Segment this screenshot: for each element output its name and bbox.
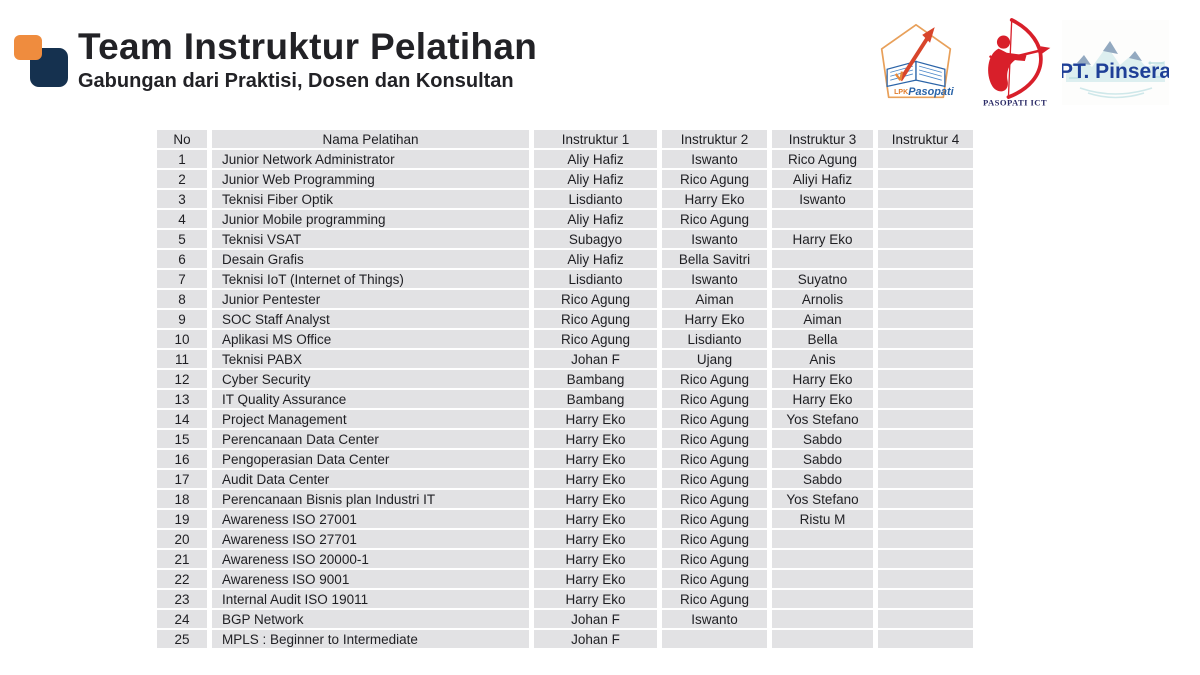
cell-nama: Project Management: [212, 410, 529, 428]
cell-instruktur1: Harry Eko: [534, 510, 657, 528]
archer-icon: [973, 15, 1057, 107]
table-row: [157, 310, 973, 328]
cell-no: 15: [157, 430, 207, 448]
cell-nama: Awareness ISO 20000-1: [212, 550, 529, 568]
cell-nama: Desain Grafis: [212, 250, 529, 268]
cell-nama: Aplikasi MS Office: [212, 330, 529, 348]
cell-instruktur4: [878, 170, 973, 188]
cell-instruktur3: Aliyi Hafiz: [772, 170, 873, 188]
cell-instruktur4: [878, 530, 973, 548]
orange-square-icon: [14, 35, 42, 60]
cell-instruktur1: Subagyo: [534, 230, 657, 248]
cell-nama: Junior Web Programming: [212, 170, 529, 188]
cell-instruktur4: [878, 150, 973, 168]
cell-instruktur3: [772, 590, 873, 608]
table-row: [157, 330, 973, 348]
cell-instruktur1: Bambang: [534, 370, 657, 388]
cell-instruktur4: [878, 290, 973, 308]
cell-instruktur3: Ristu M: [772, 510, 873, 528]
table-row: [157, 370, 973, 388]
cell-no: 10: [157, 330, 207, 348]
cell-instruktur1: Rico Agung: [534, 330, 657, 348]
cell-nama: Perencanaan Bisnis plan Industri IT: [212, 490, 529, 508]
cell-no: 5: [157, 230, 207, 248]
col-header-nama: Nama Pelatihan: [212, 130, 529, 148]
cell-instruktur2: Rico Agung: [662, 490, 767, 508]
table-row: [157, 230, 973, 248]
cell-instruktur4: [878, 230, 973, 248]
col-header-instruktur2: Instruktur 2: [662, 130, 767, 148]
cell-nama: Audit Data Center: [212, 470, 529, 488]
cell-instruktur2: Ujang: [662, 350, 767, 368]
instructor-table: [152, 128, 978, 650]
cell-nama: MPLS : Beginner to Intermediate: [212, 630, 529, 648]
cell-no: 2: [157, 170, 207, 188]
cell-nama: Pengoperasian Data Center: [212, 450, 529, 468]
cell-instruktur2: Iswanto: [662, 150, 767, 168]
table-row: [157, 550, 973, 568]
table-row: [157, 630, 973, 648]
cell-no: 25: [157, 630, 207, 648]
cell-instruktur4: [878, 350, 973, 368]
cell-no: 21: [157, 550, 207, 568]
cell-instruktur4: [878, 490, 973, 508]
cell-instruktur4: [878, 310, 973, 328]
cell-instruktur2: Rico Agung: [662, 410, 767, 428]
cell-instruktur3: Sabdo: [772, 450, 873, 468]
cell-instruktur3: [772, 570, 873, 588]
cell-nama: Junior Network Administrator: [212, 150, 529, 168]
table-row: [157, 510, 973, 528]
cell-instruktur1: Harry Eko: [534, 590, 657, 608]
cell-instruktur1: Harry Eko: [534, 550, 657, 568]
table-row: [157, 530, 973, 548]
cell-instruktur4: [878, 590, 973, 608]
cell-no: 12: [157, 370, 207, 388]
table-row: [157, 170, 973, 188]
cell-nama: Awareness ISO 27001: [212, 510, 529, 528]
col-header-instruktur1: Instruktur 1: [534, 130, 657, 148]
pinsera-logo: [1062, 20, 1169, 110]
cell-instruktur3: Harry Eko: [772, 370, 873, 388]
lpk-pasopati-logo-icon: [877, 22, 955, 104]
cell-instruktur2: Bella Savitri: [662, 250, 767, 268]
cell-instruktur1: Johan F: [534, 630, 657, 648]
cell-instruktur4: [878, 330, 973, 348]
cell-instruktur2: Rico Agung: [662, 530, 767, 548]
cell-instruktur1: Lisdianto: [534, 270, 657, 288]
cell-no: 3: [157, 190, 207, 208]
pinsera-text: PT. Pinsera: [1062, 60, 1169, 83]
cell-no: 22: [157, 570, 207, 588]
pasopati-ict-logo: [973, 15, 1057, 112]
cell-instruktur2: Rico Agung: [662, 370, 767, 388]
table-row: [157, 270, 973, 288]
cell-instruktur1: Harry Eko: [534, 410, 657, 428]
cell-instruktur3: Arnolis: [772, 290, 873, 308]
cell-instruktur2: Lisdianto: [662, 330, 767, 348]
table-row: [157, 590, 973, 608]
cell-instruktur4: [878, 550, 973, 568]
cell-instruktur3: Iswanto: [772, 190, 873, 208]
cell-no: 6: [157, 250, 207, 268]
table-row: [157, 150, 973, 168]
cell-instruktur4: [878, 430, 973, 448]
cell-nama: Internal Audit ISO 19011: [212, 590, 529, 608]
cell-instruktur3: [772, 210, 873, 228]
cell-instruktur2: Rico Agung: [662, 470, 767, 488]
table-row: [157, 450, 973, 468]
cell-instruktur2: Rico Agung: [662, 550, 767, 568]
cell-instruktur3: Rico Agung: [772, 150, 873, 168]
cell-instruktur3: Aiman: [772, 310, 873, 328]
cell-instruktur1: Johan F: [534, 610, 657, 628]
cell-no: 14: [157, 410, 207, 428]
cell-instruktur1: Rico Agung: [534, 310, 657, 328]
cell-instruktur4: [878, 370, 973, 388]
cell-instruktur1: Aliy Hafiz: [534, 250, 657, 268]
cell-no: 4: [157, 210, 207, 228]
header: [78, 27, 537, 92]
cell-instruktur2: Iswanto: [662, 610, 767, 628]
cell-nama: Awareness ISO 27701: [212, 530, 529, 548]
table-row: [157, 390, 973, 408]
cell-nama: Teknisi IoT (Internet of Things): [212, 270, 529, 288]
cell-instruktur4: [878, 270, 973, 288]
cell-no: 17: [157, 470, 207, 488]
cell-nama: Perencanaan Data Center: [212, 430, 529, 448]
cell-no: 24: [157, 610, 207, 628]
cell-instruktur3: Yos Stefano: [772, 490, 873, 508]
cell-no: 9: [157, 310, 207, 328]
lpk-text: LPK: [894, 89, 909, 97]
table-row: [157, 490, 973, 508]
cell-instruktur2: Rico Agung: [662, 170, 767, 188]
cell-instruktur4: [878, 390, 973, 408]
cell-nama: Teknisi VSAT: [212, 230, 529, 248]
pasopati-text: Pasopati: [908, 85, 954, 98]
table-row: [157, 290, 973, 308]
cell-instruktur3: [772, 530, 873, 548]
cell-instruktur2: Rico Agung: [662, 450, 767, 468]
cell-instruktur2: Harry Eko: [662, 310, 767, 328]
cell-no: 8: [157, 290, 207, 308]
cell-instruktur2: Rico Agung: [662, 570, 767, 588]
cell-instruktur1: Harry Eko: [534, 470, 657, 488]
cell-nama: Junior Pentester: [212, 290, 529, 308]
cell-instruktur4: [878, 610, 973, 628]
cell-nama: Teknisi PABX: [212, 350, 529, 368]
cell-instruktur4: [878, 470, 973, 488]
cell-instruktur4: [878, 630, 973, 648]
table-row: [157, 190, 973, 208]
cell-instruktur3: [772, 630, 873, 648]
cell-instruktur4: [878, 410, 973, 428]
cell-instruktur2: Aiman: [662, 290, 767, 308]
pasopati-ict-text: PASOPATI ICT: [982, 97, 1048, 107]
table-header-row: [157, 130, 973, 148]
table-row: [157, 410, 973, 428]
cell-no: 16: [157, 450, 207, 468]
cell-instruktur1: Bambang: [534, 390, 657, 408]
cell-instruktur1: Aliy Hafiz: [534, 210, 657, 228]
table-row: [157, 570, 973, 588]
cell-instruktur1: Harry Eko: [534, 570, 657, 588]
cell-instruktur3: [772, 550, 873, 568]
cell-instruktur2: Iswanto: [662, 230, 767, 248]
cell-instruktur1: Rico Agung: [534, 290, 657, 308]
cell-instruktur3: Sabdo: [772, 430, 873, 448]
cell-instruktur3: Sabdo: [772, 470, 873, 488]
cell-instruktur1: Harry Eko: [534, 430, 657, 448]
cell-instruktur1: Aliy Hafiz: [534, 150, 657, 168]
cell-instruktur2: Rico Agung: [662, 430, 767, 448]
cell-nama: IT Quality Assurance: [212, 390, 529, 408]
cell-instruktur1: Harry Eko: [534, 450, 657, 468]
pinsera-logo-icon: [1062, 20, 1169, 105]
table-row: [157, 470, 973, 488]
cell-no: 18: [157, 490, 207, 508]
brand-squares-icon: [14, 35, 70, 89]
cell-no: 19: [157, 510, 207, 528]
cell-no: 23: [157, 590, 207, 608]
table-body: [157, 150, 973, 648]
cell-no: 13: [157, 390, 207, 408]
cell-instruktur4: [878, 250, 973, 268]
cell-instruktur2: Rico Agung: [662, 210, 767, 228]
cell-no: 7: [157, 270, 207, 288]
cell-instruktur3: [772, 610, 873, 628]
cell-instruktur3: Bella: [772, 330, 873, 348]
cell-nama: Cyber Security: [212, 370, 529, 388]
cell-instruktur3: Suyatno: [772, 270, 873, 288]
page-subtitle: Gabungan dari Praktisi, Dosen dan Konsultan: [78, 70, 514, 92]
cell-instruktur2: Iswanto: [662, 270, 767, 288]
col-header-instruktur4: Instruktur 4: [878, 130, 973, 148]
cell-instruktur2: [662, 630, 767, 648]
cell-instruktur1: Harry Eko: [534, 490, 657, 508]
table-row: [157, 250, 973, 268]
cell-instruktur1: Aliy Hafiz: [534, 170, 657, 188]
col-header-instruktur3: Instruktur 3: [772, 130, 873, 148]
cell-nama: SOC Staff Analyst: [212, 310, 529, 328]
cell-instruktur2: Rico Agung: [662, 590, 767, 608]
cell-instruktur1: Johan F: [534, 350, 657, 368]
cell-no: 20: [157, 530, 207, 548]
table-row: [157, 610, 973, 628]
cell-instruktur3: Harry Eko: [772, 230, 873, 248]
table-row: [157, 210, 973, 228]
cell-instruktur3: Yos Stefano: [772, 410, 873, 428]
table-row: [157, 350, 973, 368]
cell-nama: Teknisi Fiber Optik: [212, 190, 529, 208]
cell-instruktur2: Rico Agung: [662, 510, 767, 528]
cell-instruktur2: Rico Agung: [662, 390, 767, 408]
page-title: Team Instruktur Pelatihan: [78, 26, 538, 67]
cell-instruktur3: Anis: [772, 350, 873, 368]
cell-instruktur2: Harry Eko: [662, 190, 767, 208]
cell-no: 1: [157, 150, 207, 168]
cell-no: 11: [157, 350, 207, 368]
cell-instruktur4: [878, 450, 973, 468]
cell-instruktur4: [878, 190, 973, 208]
cell-nama: BGP Network: [212, 610, 529, 628]
cell-instruktur3: Harry Eko: [772, 390, 873, 408]
col-header-no: No: [157, 130, 207, 148]
cell-instruktur4: [878, 510, 973, 528]
cell-instruktur4: [878, 210, 973, 228]
cell-nama: Awareness ISO 9001: [212, 570, 529, 588]
cell-instruktur4: [878, 570, 973, 588]
lpk-pasopati-logo: [877, 22, 955, 109]
table-row: [157, 430, 973, 448]
cell-instruktur3: [772, 250, 873, 268]
cell-instruktur1: Harry Eko: [534, 530, 657, 548]
cell-nama: Junior Mobile programming: [212, 210, 529, 228]
cell-instruktur1: Lisdianto: [534, 190, 657, 208]
